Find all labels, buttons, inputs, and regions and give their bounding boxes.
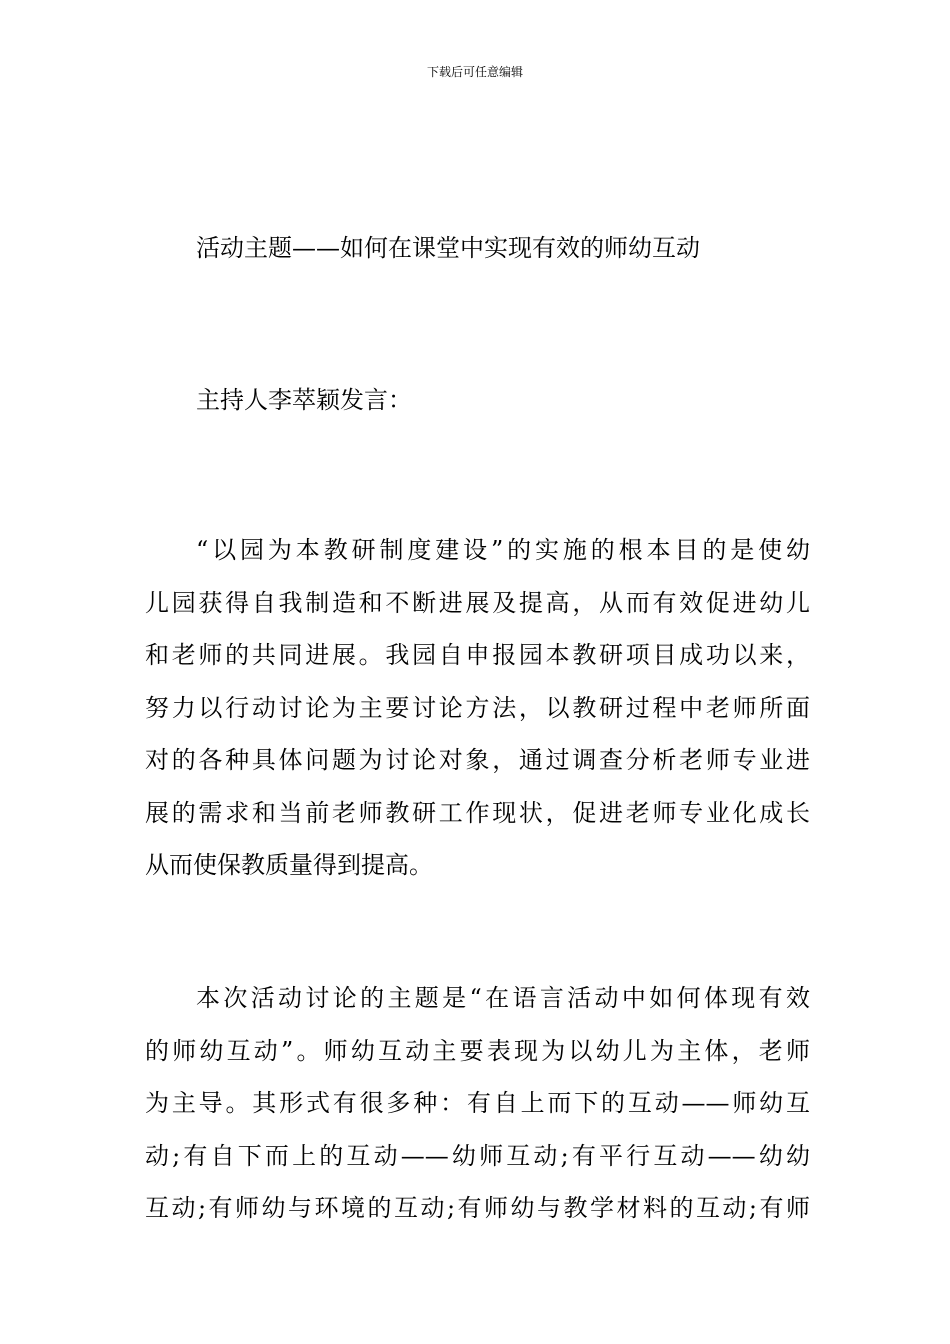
paragraph-line: 展的需求和当前老师教研工作现状，促进老师专业化成长 [145,798,810,827]
host-speech-intro: 主持人李萃颖发言： [196,386,412,414]
paragraph-line: “以园为本教研制度建设”的实施的根本目的是使幼 [196,536,810,564]
paragraph-line: 为主导。其形式有很多种：有自上而下的互动——师幼互 [145,1089,810,1117]
paragraph-line: 儿园获得自我制造和不断进展及提高，从而有效促进幼儿 [145,588,810,617]
paragraph-1 [145,524,810,892]
paragraph-line: 本次活动讨论的主题是“在语言活动中如何体现有效 [196,984,810,1012]
paragraph-2 [145,972,810,1235]
document-title: 活动主题——如何在课堂中实现有效的师幼互动 [196,234,700,262]
paragraph-line: 动;有自下而上的互动——幼师互动;有平行互动——幼幼 [145,1141,810,1170]
paragraph-line: 从而使保教质量得到提高。 [145,851,433,879]
paragraph-line: 的师幼互动”。师幼互动主要表现为以幼儿为主体，老师 [145,1036,810,1065]
paragraph-line: 互动;有师幼与环境的互动;有师幼与教学材料的互动;有师 [145,1194,810,1222]
page-header-note: 下载后可任意编辑 [426,65,523,79]
paragraph-line: 努力以行动讨论为主要讨论方法，以教研过程中老师所面 [145,693,810,722]
paragraph-line: 对的各种具体问题为讨论对象，通过调查分析老师专业进 [145,746,810,774]
paragraph-line: 和老师的共同进展。我园自申报园本教研项目成功以来， [145,641,810,669]
